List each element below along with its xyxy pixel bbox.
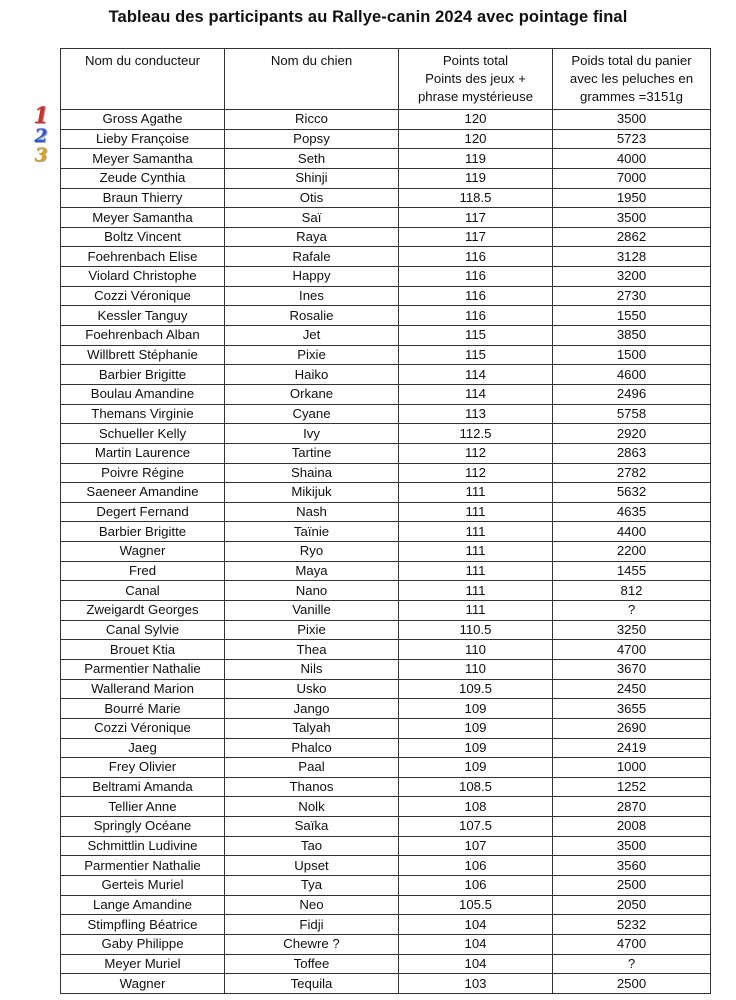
cell-driver: Wagner (61, 542, 225, 562)
table-row (61, 620, 711, 640)
table-row (61, 561, 711, 581)
cell-points: 110 (399, 640, 553, 660)
cell-weight: 2500 (553, 974, 711, 994)
cell-driver: Zeude Cynthia (61, 168, 225, 188)
cell-points: 111 (399, 483, 553, 503)
cell-dog: Maya (225, 561, 399, 581)
header-line: Points des jeux + (425, 71, 526, 86)
cell-dog: Upset (225, 856, 399, 876)
cell-driver: Canal Sylvie (61, 620, 225, 640)
cell-points: 115 (399, 326, 553, 346)
cell-dog: Usko (225, 679, 399, 699)
cell-weight: 4600 (553, 365, 711, 385)
cell-weight: 2496 (553, 384, 711, 404)
cell-points: 117 (399, 227, 553, 247)
table-row (61, 247, 711, 267)
cell-weight: 2782 (553, 463, 711, 483)
table-row (61, 149, 711, 169)
cell-points: 119 (399, 149, 553, 169)
cell-points: 104 (399, 915, 553, 935)
cell-weight: 3250 (553, 620, 711, 640)
header-line: avec les peluches en (569, 71, 694, 86)
cell-dog: Fidji (225, 915, 399, 935)
cell-dog: Saï (225, 208, 399, 228)
table-row (61, 915, 711, 935)
cell-points: 110.5 (399, 620, 553, 640)
cell-weight: 5632 (553, 483, 711, 503)
cell-weight: ? (553, 954, 711, 974)
cell-points: 109.5 (399, 679, 553, 699)
cell-dog: Talyah (225, 718, 399, 738)
cell-weight: 1252 (553, 777, 711, 797)
table-row (61, 502, 711, 522)
page-title: Tableau des participants au Rallye-canin 2024 avec pointage final (108, 8, 628, 26)
table-row (61, 954, 711, 974)
cell-weight: 5758 (553, 404, 711, 424)
header-dog-name (225, 49, 399, 110)
cell-driver: Meyer Samantha (61, 208, 225, 228)
table-row (61, 601, 711, 621)
cell-driver: Frey Olivier (61, 758, 225, 778)
table-row (61, 463, 711, 483)
cell-driver: Parmentier Nathalie (61, 856, 225, 876)
table-row (61, 267, 711, 287)
header-driver-name (61, 49, 225, 110)
cell-driver: Boulau Amandine (61, 384, 225, 404)
cell-points: 118.5 (399, 188, 553, 208)
header-line: Points total (442, 53, 509, 68)
cell-dog: Rafale (225, 247, 399, 267)
cell-driver: Meyer Samantha (61, 149, 225, 169)
cell-points: 105.5 (399, 895, 553, 915)
table-row (61, 522, 711, 542)
cell-weight: 2730 (553, 286, 711, 306)
cell-weight: 5723 (553, 129, 711, 149)
cell-points: 120 (399, 110, 553, 130)
cell-driver: Zweigardt Georges (61, 601, 225, 621)
table-row (61, 208, 711, 228)
cell-weight: 4635 (553, 502, 711, 522)
rank-1-marker (26, 103, 56, 129)
cell-dog: Tequila (225, 974, 399, 994)
cell-points: 106 (399, 856, 553, 876)
cell-points: 109 (399, 758, 553, 778)
cell-dog: Thea (225, 640, 399, 660)
cell-driver: Beltrami Amanda (61, 777, 225, 797)
cell-points: 111 (399, 561, 553, 581)
cell-driver: Brouet Ktia (61, 640, 225, 660)
cell-driver: Lange Amandine (61, 895, 225, 915)
cell-points: 109 (399, 699, 553, 719)
cell-weight: 1950 (553, 188, 711, 208)
cell-driver: Canal (61, 581, 225, 601)
cell-dog: Raya (225, 227, 399, 247)
table-row (61, 306, 711, 326)
cell-dog: Vanille (225, 601, 399, 621)
cell-points: 112 (399, 443, 553, 463)
header-total-points (399, 49, 553, 110)
table-row (61, 365, 711, 385)
table-row (61, 679, 711, 699)
cell-points: 111 (399, 542, 553, 562)
cell-dog: Haiko (225, 365, 399, 385)
cell-dog: Ines (225, 286, 399, 306)
cell-driver: Schueller Kelly (61, 424, 225, 444)
cell-weight: 5232 (553, 915, 711, 935)
cell-points: 104 (399, 954, 553, 974)
cell-dog: Nils (225, 659, 399, 679)
cell-driver: Cozzi Véronique (61, 286, 225, 306)
cell-dog: Happy (225, 267, 399, 287)
table-row (61, 345, 711, 365)
cell-points: 117 (399, 208, 553, 228)
cell-driver: Wagner (61, 974, 225, 994)
cell-driver: Tellier Anne (61, 797, 225, 817)
cell-points: 115 (399, 345, 553, 365)
table-row (61, 640, 711, 660)
cell-dog: Thanos (225, 777, 399, 797)
cell-dog: Shinji (225, 168, 399, 188)
table-row (61, 758, 711, 778)
cell-driver: Saeneer Amandine (61, 483, 225, 503)
table-row (61, 974, 711, 994)
cell-points: 104 (399, 934, 553, 954)
cell-dog: Orkane (225, 384, 399, 404)
rank-2-marker (26, 124, 56, 147)
header-line: phrase mystérieuse (417, 89, 534, 104)
cell-driver: Fred (61, 561, 225, 581)
cell-driver: Gaby Philippe (61, 934, 225, 954)
cell-dog: Pixie (225, 345, 399, 365)
table-body (61, 110, 711, 994)
table-row (61, 718, 711, 738)
cell-weight: 2500 (553, 875, 711, 895)
cell-weight: 2450 (553, 679, 711, 699)
cell-dog: Saïka (225, 817, 399, 837)
rank-3-marker (26, 144, 56, 167)
cell-driver: Violard Christophe (61, 267, 225, 287)
cell-points: 103 (399, 974, 553, 994)
table-row (61, 797, 711, 817)
cell-points: 114 (399, 384, 553, 404)
cell-weight: 3560 (553, 856, 711, 876)
cell-weight: 3670 (553, 659, 711, 679)
cell-dog: Seth (225, 149, 399, 169)
cell-weight: 2200 (553, 542, 711, 562)
cell-dog: Cyane (225, 404, 399, 424)
cell-dog: Popsy (225, 129, 399, 149)
header-basket-weight (553, 49, 711, 110)
cell-points: 116 (399, 306, 553, 326)
cell-dog: Tao (225, 836, 399, 856)
header-line: Nom du conducteur (84, 53, 201, 68)
cell-weight: 2870 (553, 797, 711, 817)
cell-points: 108 (399, 797, 553, 817)
cell-points: 111 (399, 502, 553, 522)
cell-points: 112.5 (399, 424, 553, 444)
cell-weight: 3500 (553, 110, 711, 130)
cell-weight: 7000 (553, 168, 711, 188)
cell-points: 111 (399, 581, 553, 601)
cell-weight: 2008 (553, 817, 711, 837)
cell-dog: Pixie (225, 620, 399, 640)
rank-number: 1 (33, 103, 49, 129)
cell-dog: Tya (225, 875, 399, 895)
cell-points: 111 (399, 601, 553, 621)
cell-driver: Stimpfling Béatrice (61, 915, 225, 935)
cell-driver: Barbier Brigitte (61, 365, 225, 385)
table-row (61, 699, 711, 719)
cell-points: 111 (399, 522, 553, 542)
cell-weight: 3655 (553, 699, 711, 719)
cell-driver: Lieby Françoise (61, 129, 225, 149)
cell-driver: Bourré Marie (61, 699, 225, 719)
table-row (61, 404, 711, 424)
table-row (61, 443, 711, 463)
cell-points: 120 (399, 129, 553, 149)
cell-driver: Wallerand Marion (61, 679, 225, 699)
table-row (61, 188, 711, 208)
cell-weight: 4400 (553, 522, 711, 542)
table-row (61, 542, 711, 562)
cell-weight: 812 (553, 581, 711, 601)
cell-driver: Parmentier Nathalie (61, 659, 225, 679)
table-row (61, 875, 711, 895)
participants-table (60, 48, 711, 994)
cell-driver: Degert Fernand (61, 502, 225, 522)
table-row (61, 738, 711, 758)
rank-number: 2 (34, 124, 48, 147)
cell-dog: Mikijuk (225, 483, 399, 503)
cell-points: 109 (399, 738, 553, 758)
cell-dog: Paal (225, 758, 399, 778)
header-line: Nom du chien (270, 53, 353, 68)
cell-points: 107.5 (399, 817, 553, 837)
table-header-row (61, 49, 711, 110)
cell-driver: Foehrenbach Elise (61, 247, 225, 267)
table-row (61, 483, 711, 503)
table-row (61, 424, 711, 444)
cell-dog: Otis (225, 188, 399, 208)
cell-points: 106 (399, 875, 553, 895)
cell-dog: Phalco (225, 738, 399, 758)
cell-driver: Cozzi Véronique (61, 718, 225, 738)
cell-dog: Neo (225, 895, 399, 915)
cell-driver: Gross Agathe (61, 110, 225, 130)
cell-points: 110 (399, 659, 553, 679)
cell-weight: 1000 (553, 758, 711, 778)
cell-dog: Nolk (225, 797, 399, 817)
cell-driver: Martin Laurence (61, 443, 225, 463)
cell-weight: 1550 (553, 306, 711, 326)
table-row (61, 836, 711, 856)
cell-weight: 3200 (553, 267, 711, 287)
cell-driver: Meyer Muriel (61, 954, 225, 974)
cell-points: 108.5 (399, 777, 553, 797)
cell-driver: Poivre Régine (61, 463, 225, 483)
cell-weight: ? (553, 601, 711, 621)
cell-weight: 4000 (553, 149, 711, 169)
cell-weight: 2690 (553, 718, 711, 738)
cell-weight: 2863 (553, 443, 711, 463)
table-row (61, 326, 711, 346)
cell-dog: Toffee (225, 954, 399, 974)
cell-weight: 4700 (553, 640, 711, 660)
table-row (61, 659, 711, 679)
cell-points: 116 (399, 267, 553, 287)
cell-driver: Gerteis Muriel (61, 875, 225, 895)
cell-points: 107 (399, 836, 553, 856)
cell-dog: Rosalie (225, 306, 399, 326)
cell-dog: Chewre ? (225, 934, 399, 954)
table-row (61, 895, 711, 915)
table-row (61, 777, 711, 797)
cell-weight: 2862 (553, 227, 711, 247)
cell-driver: Schmittlin Ludivine (61, 836, 225, 856)
cell-weight: 2920 (553, 424, 711, 444)
rank-number: 3 (34, 144, 48, 167)
cell-dog: Tartine (225, 443, 399, 463)
cell-weight: 4700 (553, 934, 711, 954)
cell-points: 116 (399, 286, 553, 306)
cell-weight: 3500 (553, 836, 711, 856)
cell-driver: Jaeg (61, 738, 225, 758)
table-row (61, 286, 711, 306)
table-row (61, 129, 711, 149)
cell-dog: Jet (225, 326, 399, 346)
cell-driver: Foehrenbach Alban (61, 326, 225, 346)
cell-dog: Jango (225, 699, 399, 719)
table-row (61, 817, 711, 837)
cell-points: 109 (399, 718, 553, 738)
table-row (61, 227, 711, 247)
table-row (61, 110, 711, 130)
cell-points: 114 (399, 365, 553, 385)
header-line: Poids total du panier (571, 53, 692, 68)
cell-points: 112 (399, 463, 553, 483)
cell-points: 116 (399, 247, 553, 267)
table-row (61, 581, 711, 601)
cell-weight: 2050 (553, 895, 711, 915)
cell-weight: 3850 (553, 326, 711, 346)
cell-weight: 1455 (553, 561, 711, 581)
cell-dog: Shaina (225, 463, 399, 483)
cell-points: 119 (399, 168, 553, 188)
table-row (61, 934, 711, 954)
cell-weight: 2419 (553, 738, 711, 758)
cell-dog: Nash (225, 502, 399, 522)
cell-driver: Springly Océane (61, 817, 225, 837)
cell-weight: 3500 (553, 208, 711, 228)
cell-points: 113 (399, 404, 553, 424)
cell-driver: Kessler Tanguy (61, 306, 225, 326)
cell-dog: Taïnie (225, 522, 399, 542)
cell-dog: Ricco (225, 110, 399, 130)
cell-driver: Boltz Vincent (61, 227, 225, 247)
cell-weight: 3128 (553, 247, 711, 267)
table-row (61, 168, 711, 188)
cell-weight: 1500 (553, 345, 711, 365)
cell-dog: Ivy (225, 424, 399, 444)
table-row (61, 856, 711, 876)
table-row (61, 384, 711, 404)
cell-dog: Ryo (225, 542, 399, 562)
cell-driver: Willbrett Stéphanie (61, 345, 225, 365)
cell-driver: Braun Thierry (61, 188, 225, 208)
cell-driver: Barbier Brigitte (61, 522, 225, 542)
cell-dog: Nano (225, 581, 399, 601)
cell-driver: Themans Virginie (61, 404, 225, 424)
header-line: grammes =3151g (580, 89, 683, 104)
